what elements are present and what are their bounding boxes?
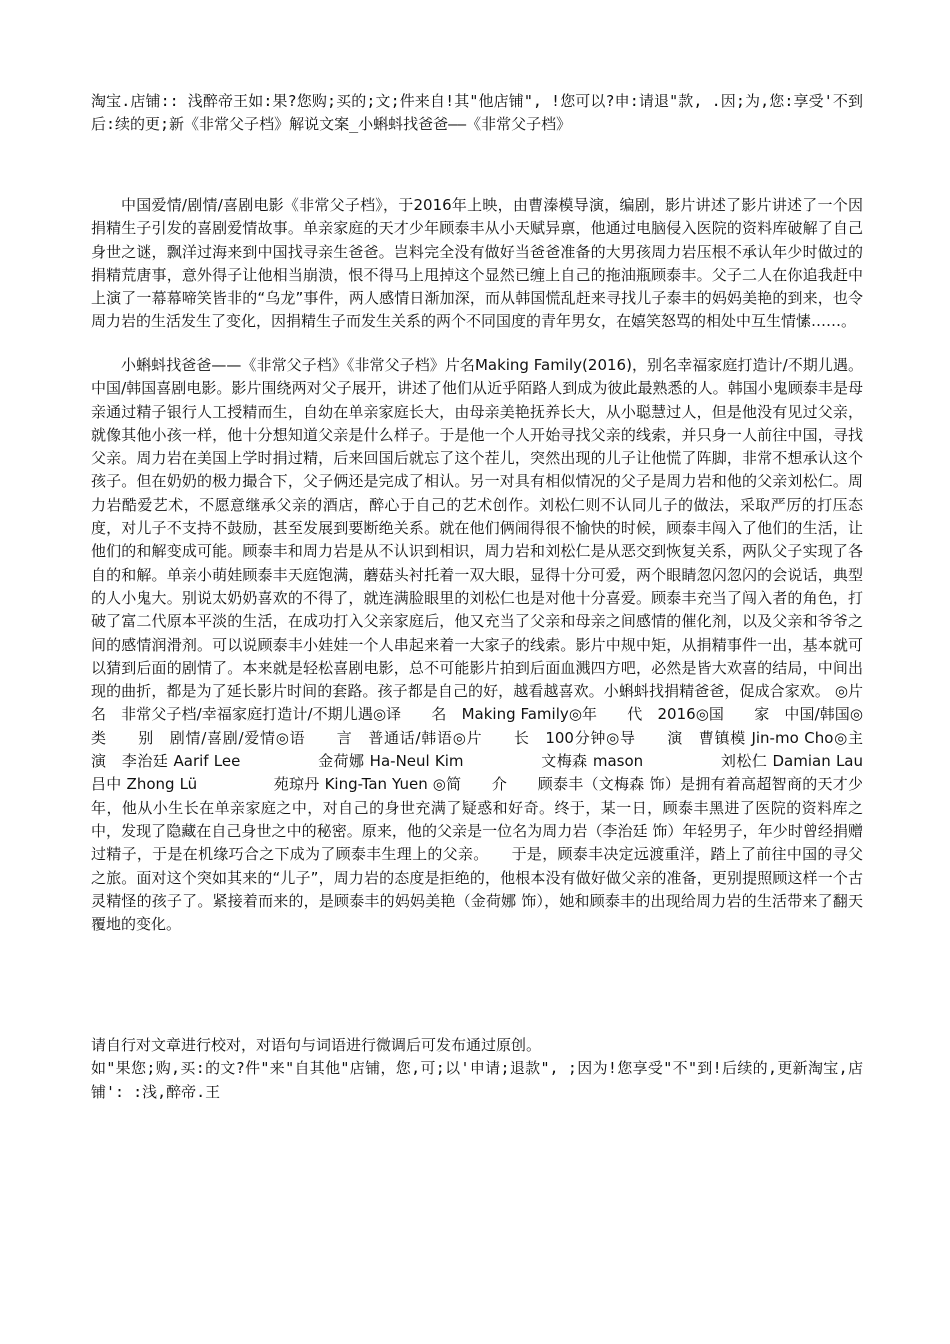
header-notice: 淘宝.店铺:: 浅醉帝王如:果?您购;买的;文;件来自!其"他店铺", !您可以?申:请退"款, .因;为,您:享受'不到后:续的更;新《非常父子档》解说文案_小蝌蚪找爸爸——《非常父子档》 [91, 92, 863, 134]
detail-paragraph: 小蝌蚪找爸爸——《非常父子档》《非常父子档》片名Making Family(2016)，别名幸福家庭打造计/不期儿遇。中国/韩国喜剧电影。影片围绕两对父子展开，讲述了他们从近乎陌路人到成为彼此最熟悉的人。韩国小鬼顾泰丰是母亲通过精子银行人工授精而生，自幼在单亲家庭长大，由母亲美艳抚养长大，从小聪慧过人，但是他没有见过父亲，就像其他小孩一样，他十分想知道父亲是什么样子。于是他一个人开始寻找父亲的线索，并只身一人前往中国，寻找父亲。周力岩在美国上学时捐过精，后来回国后就忘了这个茬儿，突然出现的儿子让他慌了阵脚，非常不想承认这个孩子。但在奶奶的极力撮合下，父子俩还是完成了相认。另一对具有相似情况的父子是周力岩和他的父亲刘松仁。周力岩酷爱艺术，不愿意继承父亲的酒店，醉心于自己的艺术创作。刘松仁则不认同儿子的做法，采取严厉的打压态度，对儿子不支持不鼓励，甚至发展到要断绝关系。就在他们俩闹得很不愉快的时候，顾泰丰闯入了他们的生活，让他们的和解变成可能。顾泰丰和周力岩是从不认识到相识，周力岩和刘松仁是从恶交到恢复关系，两队父子实现了各自的和解。单亲小萌娃顾泰丰天庭饱满，蘑菇头衬托着一双大眼，显得十分可爱，两个眼睛忽闪忽闪的会说话，典型的人小鬼大。别说太奶奶喜欢的不得了，就连满脸眼里的刘松仁也是对他十分喜爱。顾泰丰充当了闯入者的角色，打破了富二代原本平淡的生活，在成功打入父亲家庭后，他又充当了父亲和母亲之间感情的催化剂，以及父亲和爷爷之间的感情润滑剂。可以说顾泰丰小娃娃一个人串起来着一大家子的线索。影片中规中矩，从捐精事件一出，基本就可以猜到后面的剧情了。本来就是轻松喜剧电影，总不可能影片拍到后面血溅四方吧，必然是皆大欢喜的结局，中间出现的曲折，都是为了延长影片时间的套路。孩子都是自己的好，越看越喜欢。小蝌蚪找捐精爸爸，促成合家欢。 ◎片 名 非常父子档/幸福家庭打造计/不期儿遇◎译 名 Making Family◎年 代 2016◎国 家 中国/韩国◎类 别 剧情/喜剧/爱情◎语 言 普通话/韩语◎片 长 100分钟◎导 演 曹镇模 Jin-mo Cho◎主 演 李治廷 Aarif Lee 金荷娜 Ha-Neul Kim 文梅森 mason 刘松仁 Damian Lau 吕中 Zhong Lü 苑琼丹 King-Tan Yuen ◎简 介 顾泰丰（文梅森 饰）是拥有着高超智商的天才少年，他从小生长在单亲家庭之中，对自己的身世充满了疑惑和好奇。终于，某一日，顾泰丰黑进了医院的资料库之中，发现了隐藏在自己身世之中的秘密。原来，他的父亲是一位名为周力岩（李治廷 饰）年轻男子，年少时曾经捐赠过精子，于是在机缘巧合之下成为了顾泰丰生理上的父亲。 于是，顾泰丰决定远渡重洋，踏上了前往中国的寻父之旅。面对这个突如其来的“儿子”，周力岩的态度是拒绝的，他根本没有做好做父亲的准备，更别提照顾这样一个古灵精怪的孩子了。紧接着而来的，是顾泰丰的妈妈美艳（金荷娜 饰），她和顾泰丰的出现给周力岩的生活带来了翻天覆地的变化。 [91, 356, 939, 934]
footer-notice: 如"果您;购,买:的文?件"来"自其他"店铺，您,可;以'申请;退款", ;因为!您享受"不"到!后续的,更新淘宝,店铺': :浅,醉帝.王 [91, 1059, 863, 1101]
footer-note: 请自行对文章进行校对，对语句与词语进行微调后可发布通过原创。 [91, 1036, 542, 1054]
intro-paragraph: 中国爱情/剧情/喜剧电影《非常父子档》，于2016年上映，由曹溱模导演，编剧，影片讲述了影片讲述了一个因捐精生子引发的喜剧爱情故事。单亲家庭的天才少年顾泰丰从小天赋异禀，他通过电脑侵入医院的资料库破解了自己身世之谜，飘洋过海来到中国找寻亲生爸爸。岂料完全没有做好当爸爸准备的大男孩周力岩压根不承认年少时做过的捐精荒唐事，意外得子让他相当崩溃，恨不得马上甩掉这个显然已缠上自己的拖油瓶顾泰丰。父子二人在你追我赶中上演了一幕幕啼笑皆非的“乌龙”事件，两人感情日渐加深，而从韩国慌乱赶来寻找儿子泰丰的妈妈美艳的到来，也令周力岩的生活发生了变化，因捐精生子而发生关系的两个不同国度的青年男女，在嬉笑怒骂的相处中互生情愫……。 [91, 196, 863, 331]
footer-section [91, 1034, 863, 1104]
